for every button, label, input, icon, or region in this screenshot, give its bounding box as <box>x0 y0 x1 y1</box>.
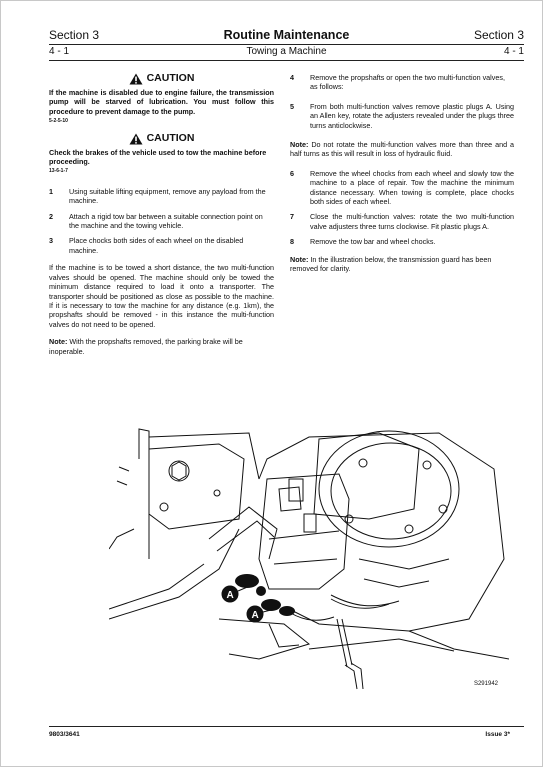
transmission-illustration <box>109 419 509 691</box>
step-item <box>49 236 274 255</box>
step-number: 5 <box>290 101 294 111</box>
step-number: 8 <box>290 237 294 247</box>
step-number: 1 <box>49 186 53 196</box>
caution-heading-2 <box>49 133 274 145</box>
page-header <box>49 28 524 44</box>
step-item <box>290 212 514 231</box>
step-text: Remove the tow bar and wheel chocks. <box>310 237 436 247</box>
callout-a-2: A <box>251 610 259 621</box>
page-title: Routine Maintenance <box>223 28 350 42</box>
step-text: Close the multi-function valves: rotate the two multi-function valve adjusters three turns clockwise. Fit plastic plugs A. <box>310 212 514 231</box>
note-right-1 <box>290 140 514 159</box>
caution-text-1: If the machine is disabled due to engine failure, the transmission pump will be starved of lubrication. You must follow this procedure to prevent damage to the pump. <box>49 88 274 116</box>
note-label: Note: <box>290 254 309 264</box>
step-text: Remove the wheel chocks from each wheel and slowly tow the machine to a place of repair. Tow the machine the minimum distance necessary. When towing is complete, place chocks both sides of each wheel. <box>310 168 514 207</box>
step-item <box>49 187 274 206</box>
figure-id: S291942 <box>473 681 498 687</box>
page-number-right: 4 - 1 <box>503 46 524 57</box>
doc-number: 9803/3641 <box>49 731 80 738</box>
caution-code-2: 13-6-1-7 <box>49 168 68 175</box>
caution-label-1: CAUTION <box>146 72 195 85</box>
page-subheader <box>49 46 524 60</box>
note-label: Note: <box>290 140 309 150</box>
step-number: 7 <box>290 212 294 222</box>
note-left <box>49 337 274 356</box>
left-column <box>49 73 274 364</box>
step-item <box>290 73 514 92</box>
step-text: Remove the propshafts or open the two multi-function valves, as follows: <box>310 73 505 92</box>
note-label: Note: <box>49 337 68 347</box>
footer-rule <box>49 726 524 727</box>
page-subtitle: Towing a Machine <box>246 46 327 57</box>
step-number: 6 <box>290 168 294 178</box>
step-item <box>290 102 514 130</box>
step-text: Attach a rigid tow bar between a suitable connection point on the machine and the towing vehicle. <box>69 211 263 231</box>
section-left: Section 3 <box>49 28 100 42</box>
step-text: Place chocks both sides of each wheel on the disabled machine. <box>69 236 244 255</box>
step-number: 4 <box>290 73 294 82</box>
note-text: In the illustration below, the transmission guard has been removed for clarity. <box>290 254 492 274</box>
subheader-rule <box>49 60 524 61</box>
step-item <box>290 169 514 207</box>
note-text: With the propshafts removed, the parking brake will be inoperable. <box>49 337 243 356</box>
step-item <box>49 212 274 231</box>
callout-a-1: A <box>226 590 234 601</box>
header-rule <box>49 44 524 45</box>
caution-code-1: 5-2-5-10 <box>49 118 68 125</box>
step-number: 3 <box>49 236 53 246</box>
section-right: Section 3 <box>473 28 524 42</box>
caution-text-2: Check the brakes of the vehicle used to tow the machine before proceeding. <box>49 147 267 167</box>
caution-heading-1 <box>49 73 274 85</box>
warning-triangle-icon <box>129 133 143 145</box>
step-text: Using suitable lifting equipment, remove any payload from the machine. <box>69 186 266 206</box>
issue-number: Issue 3* <box>485 731 510 738</box>
step-item <box>290 237 514 246</box>
step-number: 2 <box>49 211 53 221</box>
towing-paragraph: If the machine is to be towed a short distance, the two multi-function valves should be opened. The machine should only be towed the minimum distance required to load it onto a transporter. The transporter should be positioned as close as possible to the machine. If it is necessary to tow the machine for any distance (e.g. 1km), the propshafts should be removed - in this instance the multi-function valves do not need to be opened. <box>49 263 274 329</box>
page-number-left: 4 - 1 <box>49 46 70 57</box>
caution-label-2: CAUTION <box>146 131 195 144</box>
warning-triangle-icon <box>129 73 143 85</box>
note-text: Do not rotate the multi-function valves more than three and a half turns as this will result in loss of hydraulic fluid. <box>290 140 515 159</box>
right-column <box>290 73 514 282</box>
step-text: From both multi-function valves remove plastic plugs A. Using an Allen key, rotate the adjusters revealed under the plugs three turns anticlockwise. <box>310 101 514 130</box>
note-right-2 <box>290 255 514 274</box>
